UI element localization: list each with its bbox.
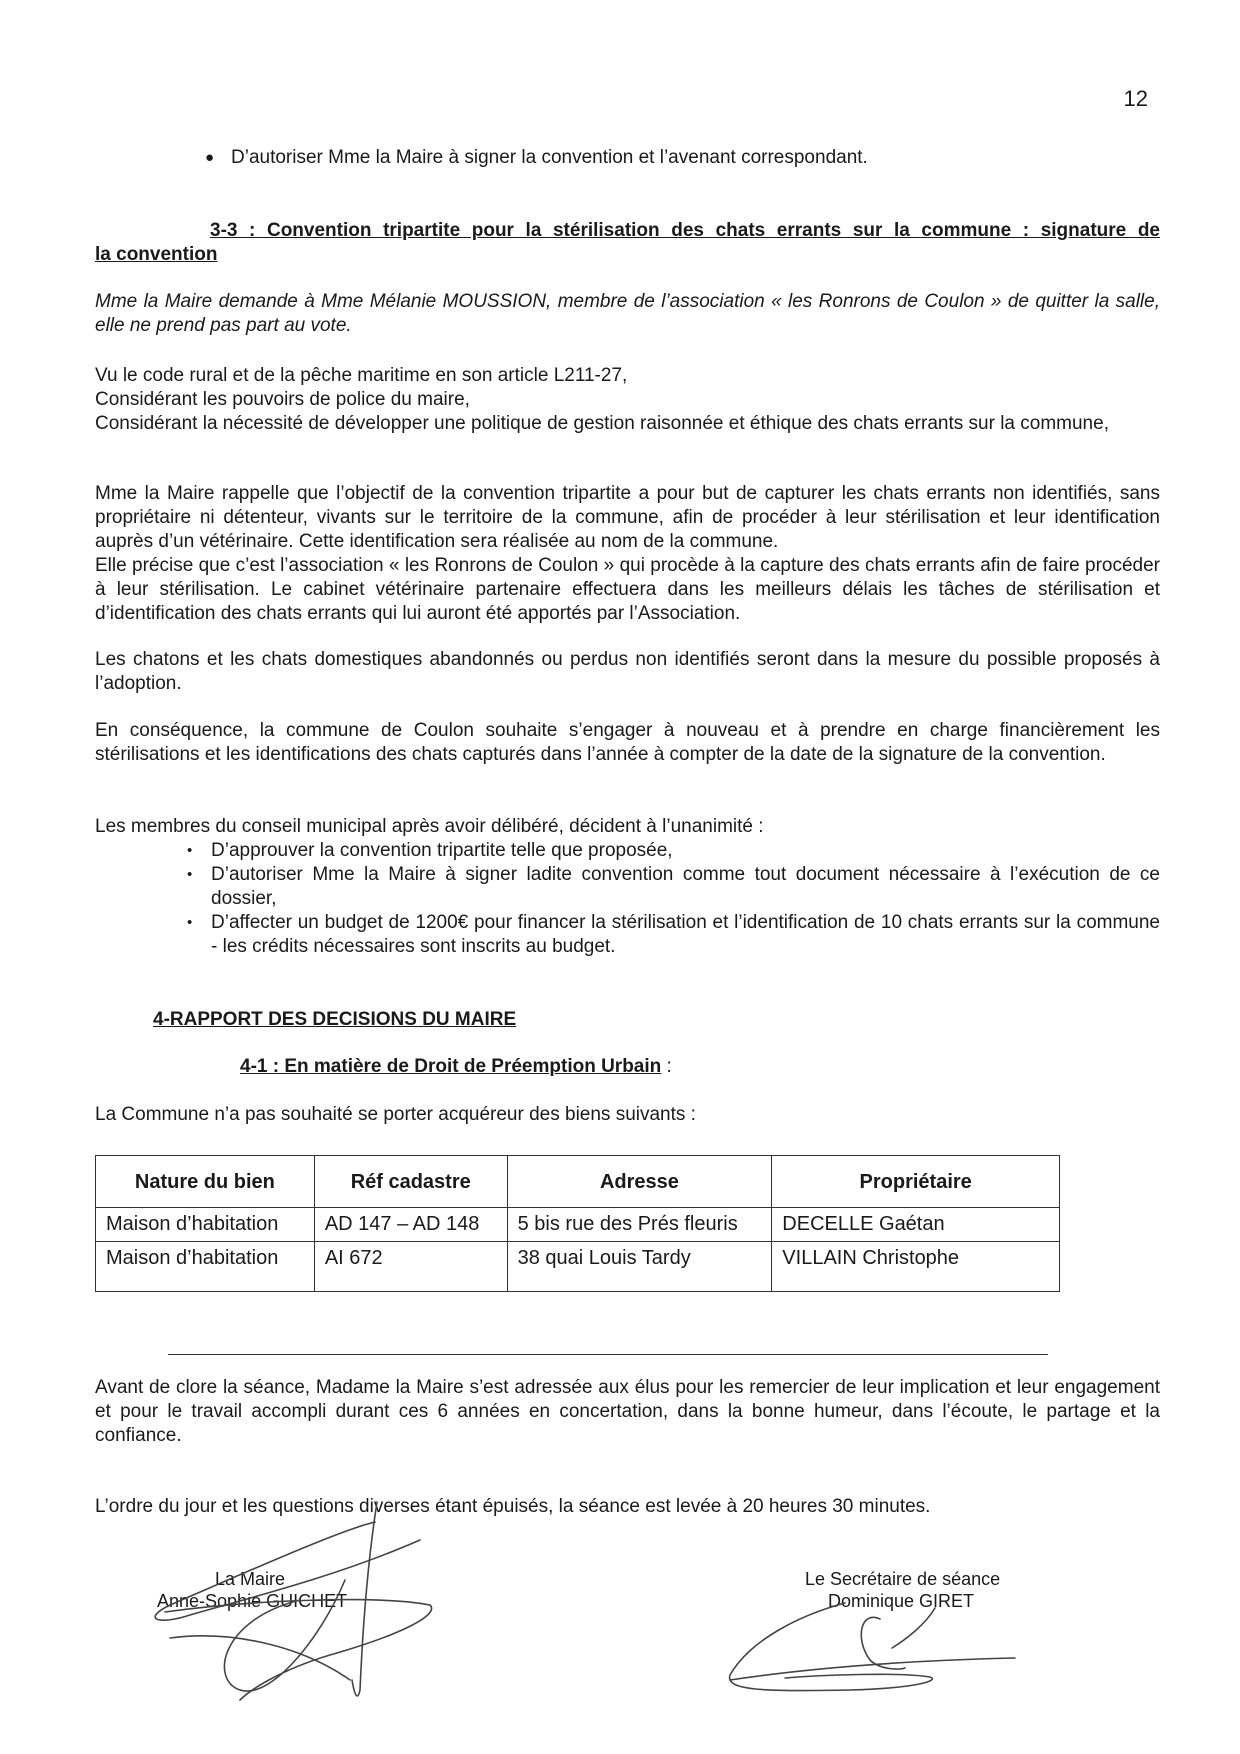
section-heading-3-3: 3-3 : Convention tripartite pour la stérilisation des chats errants sur la commune : signature de [210, 220, 1160, 241]
table-intro: La Commune n’a pas souhaité se porter acquéreur des biens suivants : [95, 1104, 696, 1125]
bullet-icon: ● [205, 149, 215, 166]
considerant-line: Considérant les pouvoirs de police du maire, [95, 389, 470, 410]
section-heading-3-3-continued: la convention [95, 244, 218, 265]
paragraph: Elle précise que c’est l’association « les Ronrons de Coulon » qui procède à la capture des chats errants afin de faire procéder à leur stérilisation. Le cabinet vétérinaire partenaire effectuera dans les meilleurs délais les tâches de stérilisation et d’identification des chats errants qui lui auront été apportés par l’Association. [95, 555, 1160, 624]
bullet-text: D’autoriser Mme la Maire à signer la convention et l’avenant correspondant. [231, 147, 868, 168]
column-header: Propriétaire [772, 1156, 1060, 1208]
table-cell: VILLAIN Christophe [772, 1242, 1060, 1292]
table-cell: Maison d’habitation [96, 1208, 315, 1242]
section-heading-4: 4-RAPPORT DES DECISIONS DU MAIRE [153, 1009, 517, 1030]
closing-final-line: L’ordre du jour et les questions diverses étant épuisés, la séance est levée à 20 heures 30 minutes. [95, 1496, 931, 1517]
italic-note: Mme la Maire demande à Mme Mélanie MOUSSION, membre de l’association « les Ronrons de Coulon » de quitter la salle, elle ne prend pas part au vote. [95, 291, 1160, 336]
bullet-text: D’autoriser Mme la Maire à signer ladite convention comme tout document nécessaire à l’exécution de ce dossier, [211, 864, 1160, 909]
table-cell: AI 672 [314, 1242, 507, 1292]
signatory-title-left: La Maire [215, 1569, 286, 1589]
page-number: 12 [1123, 86, 1148, 111]
column-header: Réf cadastre [314, 1156, 507, 1208]
bullet-icon: • [187, 914, 193, 931]
signatory-title-right: Le Secrétaire de séance [805, 1569, 1001, 1589]
column-header: Adresse [507, 1156, 772, 1208]
subsection-heading-text: 4-1 : En matière de Droit de Préemption Urbain [240, 1056, 662, 1077]
table-cell: DECELLE Gaétan [772, 1208, 1060, 1242]
bullet-text: D’approuver la convention tripartite telle que proposée, [211, 840, 673, 861]
considerant-line: Considérant la nécessité de développer une politique de gestion raisonnée et éthique des chats errants sur la commune, [95, 413, 1109, 434]
bullet-icon: • [187, 842, 193, 859]
table-cell: AD 147 – AD 148 [314, 1208, 507, 1242]
bullet-icon: • [187, 866, 193, 883]
subsection-heading-suffix: : [661, 1056, 672, 1077]
signatory-name-left: Anne-Sophie GUICHET [157, 1591, 348, 1611]
column-header: Nature du bien [96, 1156, 315, 1208]
table-cell: 5 bis rue des Prés fleuris [507, 1208, 772, 1242]
closing-paragraph: Avant de clore la séance, Madame la Maire s’est adressée aux élus pour les remercier de leur implication et leur engagement et pour le travail accompli durant ces 6 années en concertation, dans la bonne humeur, dans l’écoute, le partage et la confiance. [95, 1377, 1160, 1446]
table-cell: 38 quai Louis Tardy [507, 1242, 772, 1292]
table-cell: Maison d’habitation [96, 1242, 315, 1292]
decision-intro: Les membres du conseil municipal après avoir délibéré, décident à l’unanimité : [95, 816, 764, 837]
paragraph: Les chatons et les chats domestiques abandonnés ou perdus non identifiés seront dans la mesure du possible proposés à l’adoption. [95, 649, 1160, 694]
paragraph: Mme la Maire rappelle que l’objectif de la convention tripartite a pour but de capturer les chats errants non identifiés, sans propriétaire ni détenteur, vivants sur le territoire de la commune, afin de procéder à leur stérilisation et leur identification auprès d’un vétérinaire. Cette identification sera réalisée au nom de la commune. [95, 483, 1160, 552]
signatory-name-right: Dominique GIRET [828, 1591, 975, 1611]
paragraph: En conséquence, la commune de Coulon souhaite s’engager à nouveau et à prendre en charge financièrement les stérilisations et les identifications des chats capturés dans l’année à compter de la date de la signature de la convention. [95, 720, 1160, 765]
bullet-text: D’affecter un budget de 1200€ pour financer la stérilisation et l’identification de 10 chats errants sur la commune - les crédits nécessaires sont inscrits au budget. [211, 912, 1160, 957]
considerant-line: Vu le code rural et de la pêche maritime en son article L211-27, [95, 365, 628, 386]
